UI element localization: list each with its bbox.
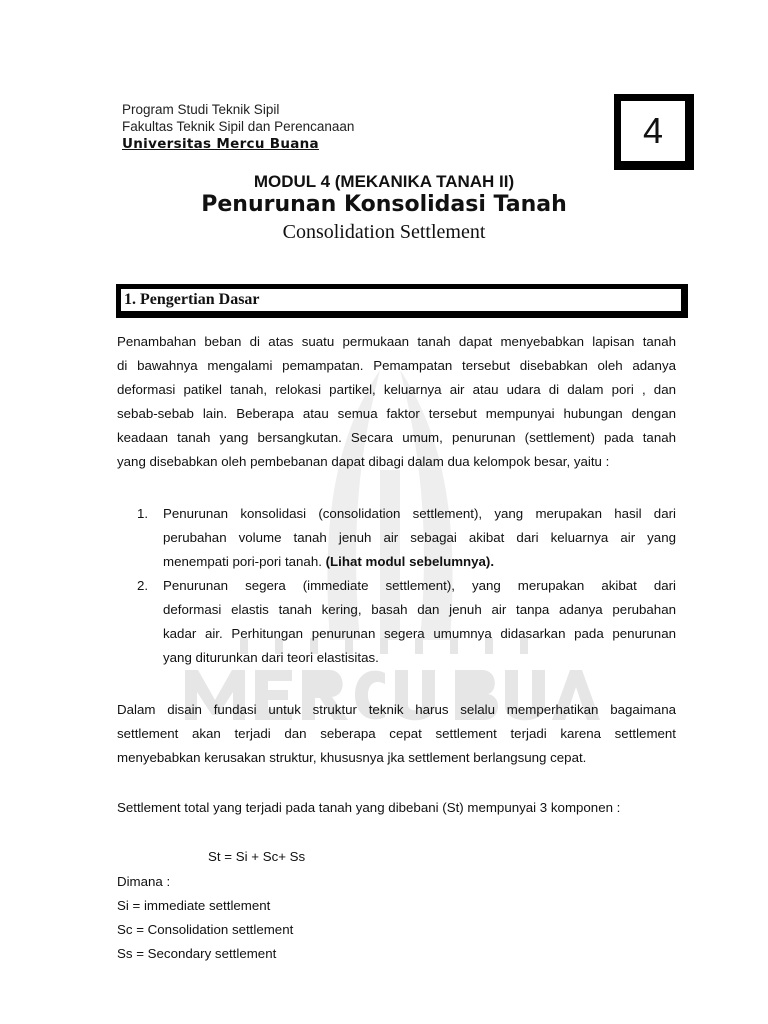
text-line: deformasi patikel tanah, relokasi partikel, keluarnya air atau udara di dalam pori , dan — [117, 382, 676, 397]
text-line: yang diturunkan dari teori elastisitas. — [163, 650, 379, 665]
university-name: Universitas Mercu Buana — [122, 136, 319, 152]
paragraph-2 — [117, 698, 676, 770]
definitions — [117, 870, 676, 966]
module-number: 4 — [620, 100, 686, 162]
paragraph-1 — [117, 330, 676, 474]
page-subtitle: Consolidation Settlement — [282, 221, 486, 243]
program-line: Program Studi Teknik Sipil — [122, 102, 280, 117]
paragraph-3: Settlement total yang terjadi pada tanah yang dibebani (St) mempunyai 3 komponen : — [117, 800, 621, 815]
list-number: 2. — [137, 578, 149, 593]
page-title: Penurunan Konsolidasi Tanah — [201, 192, 567, 217]
text-line: Penambahan beban di atas suatu permukaan tanah dapat menyebabkan lapisan tanah — [117, 334, 676, 349]
definition-line: Dimana : — [117, 874, 171, 889]
module-number-box — [614, 94, 694, 170]
definition-line: Sc = Consolidation settlement — [117, 922, 294, 937]
text-span: menempati pori-pori tanah. — [163, 554, 326, 569]
section-heading-box — [116, 284, 688, 318]
text-line: settlement akan terjadi dan seberapa cepat settlement terjadi karena settlement — [117, 726, 676, 741]
definition-line: Ss = Secondary settlement — [117, 946, 277, 961]
list-item-2 — [163, 574, 676, 670]
faculty-line: Fakultas Teknik Sipil dan Perencanaan — [122, 119, 355, 134]
text-line: kadar air. Perhitungan penurunan segera umumnya didasarkan pada penurunan — [163, 626, 676, 641]
text-line: yang disebabkan oleh pembebanan dapat dibagi dalam dua kelompok besar, yaitu : — [117, 454, 610, 469]
text-line: menyebabkan kerusakan struktur, khususnya jka settlement berlangsung cepat. — [117, 750, 587, 765]
text-line: Dalam disain fundasi untuk struktur teknik harus selalu memperhatikan bagaimana — [117, 702, 676, 717]
text-line: Penurunan segera (immediate settlement), yang merupakan akibat dari — [163, 578, 676, 593]
text-line: sebab-sebab lain. Beberapa atau semua faktor tersebut mempunyai hubungan dengan — [117, 406, 676, 421]
text-line: perubahan volume tanah jenuh air sebagai akibat dari keluarnya air yang — [163, 530, 676, 545]
text-line: deformasi elastis tanah kering, basah dan jenuh air tanpa adanya perubahan — [163, 602, 676, 617]
section-heading: 1. Pengertian Dasar — [120, 288, 682, 312]
definition-line: Si = immediate settlement — [117, 898, 271, 913]
bold-reference: (Lihat modul sebelumnya). — [325, 554, 495, 569]
text-line: di bawahnya mengalami pemampatan. Pemampatan tersebut disebabkan oleh adanya — [117, 358, 676, 373]
text-line: keadaan tanah yang bersangkutan. Secara umum, penurunan (settlement) pada tanah — [117, 430, 676, 445]
module-heading: MODUL 4 (MEKANIKA TANAH II) — [253, 172, 515, 191]
formula: St = Si + Sc+ Ss — [208, 849, 306, 864]
list-number: 1. — [137, 506, 149, 521]
list-item-1 — [163, 502, 676, 574]
text-line — [163, 550, 676, 574]
text-line: Penurunan konsolidasi (consolidation settlement), yang merupakan hasil dari — [163, 506, 676, 521]
